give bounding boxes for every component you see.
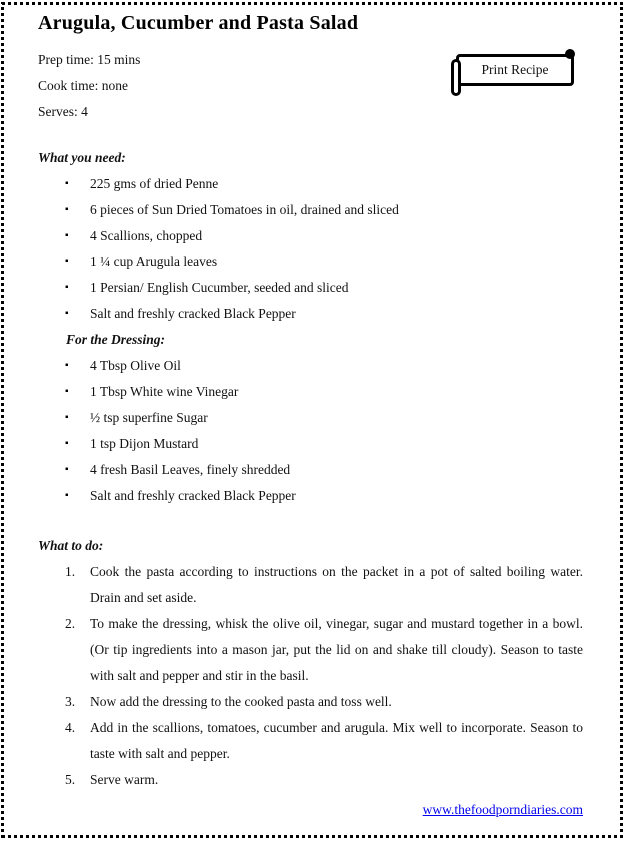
bullet-icon: ▪ [65, 412, 69, 423]
page-border-bottom [2, 835, 623, 838]
step-number: 1. [65, 564, 76, 579]
list-item: ▪ 1 tsp Dijon Mustard [38, 431, 583, 457]
step-number: 3. [65, 694, 76, 709]
scroll-bar-decoration-icon [451, 59, 461, 96]
bullet-icon: ▪ [65, 308, 69, 319]
list-item: ▪ 1 Tbsp White wine Vinegar [38, 379, 583, 405]
page-title: Arugula, Cucumber and Pasta Salad [38, 12, 359, 34]
prep-time: Prep time: 15 mins [38, 52, 141, 67]
step-number: 5. [65, 772, 76, 787]
list-item: ▪ 6 pieces of Sun Dried Tomatoes in oil, drained and sliced [38, 197, 583, 223]
directions-list [38, 559, 583, 793]
step-number: 4. [65, 720, 76, 735]
bullet-icon: ▪ [65, 360, 69, 371]
list-item: ▪ Salt and freshly cracked Black Pepper [38, 301, 583, 327]
bullet-icon: ▪ [65, 490, 69, 501]
list-item: ▪ Salt and freshly cracked Black Pepper [38, 483, 583, 509]
direction-step: 4. Add in the scallions, tomatoes, cucumber and arugula. Mix well to incorporate. Season to taste with salt and pepper. [38, 715, 583, 767]
step-number: 2. [65, 616, 76, 631]
print-recipe-button[interactable] [456, 54, 574, 86]
list-item: ▪ 4 Scallions, chopped [38, 223, 583, 249]
list-item: ▪ 1 ¼ cup Arugula leaves [38, 249, 583, 275]
bullet-icon: ▪ [65, 464, 69, 475]
direction-step: 2. To make the dressing, whisk the olive oil, vinegar, sugar and mustard together in a bowl. (Or tip ingredients into a mason jar, put the lid on and shake till cloudy). Season to taste with salt and pepper and stir in the basil. [38, 611, 583, 689]
direction-step: 5. Serve warm. [38, 767, 583, 793]
bullet-icon: ▪ [65, 282, 69, 293]
list-item: ▪ 1 Persian/ English Cucumber, seeded and sliced [38, 275, 583, 301]
page-border-left [1, 2, 4, 838]
bullet-icon: ▪ [65, 230, 69, 241]
section-heading-what-to-do: What to do: [38, 538, 104, 553]
direction-step: 1. Cook the pasta according to instructions on the packet in a pot of salted boiling water. Drain and set aside. [38, 559, 583, 611]
bullet-icon: ▪ [65, 386, 69, 397]
list-item: ▪ 4 fresh Basil Leaves, finely shredded [38, 457, 583, 483]
website-link[interactable]: www.thefoodporndiaries.com [422, 802, 583, 817]
serves: Serves: 4 [38, 104, 88, 119]
bullet-icon: ▪ [65, 256, 69, 267]
section-heading-dressing: For the Dressing: [66, 332, 166, 347]
scroll-dot-decoration-icon [565, 49, 575, 59]
print-recipe-button-label: Print Recipe [481, 62, 549, 77]
recipe-meta [38, 47, 140, 125]
page-border-top [2, 2, 623, 5]
bullet-icon: ▪ [65, 178, 69, 189]
list-item: ▪ 4 Tbsp Olive Oil [38, 353, 583, 379]
direction-step: 3. Now add the dressing to the cooked pasta and toss well. [38, 689, 583, 715]
list-item: ▪ ½ tsp superfine Sugar [38, 405, 583, 431]
bullet-icon: ▪ [65, 438, 69, 449]
page-border-right [620, 2, 623, 838]
footer [423, 797, 583, 823]
bullet-icon: ▪ [65, 204, 69, 215]
list-item: ▪ 225 gms of dried Penne [38, 171, 583, 197]
section-heading-what-you-need: What you need: [38, 150, 126, 165]
ingredients-list [38, 171, 583, 327]
dressing-list [38, 353, 583, 509]
cook-time: Cook time: none [38, 78, 128, 93]
